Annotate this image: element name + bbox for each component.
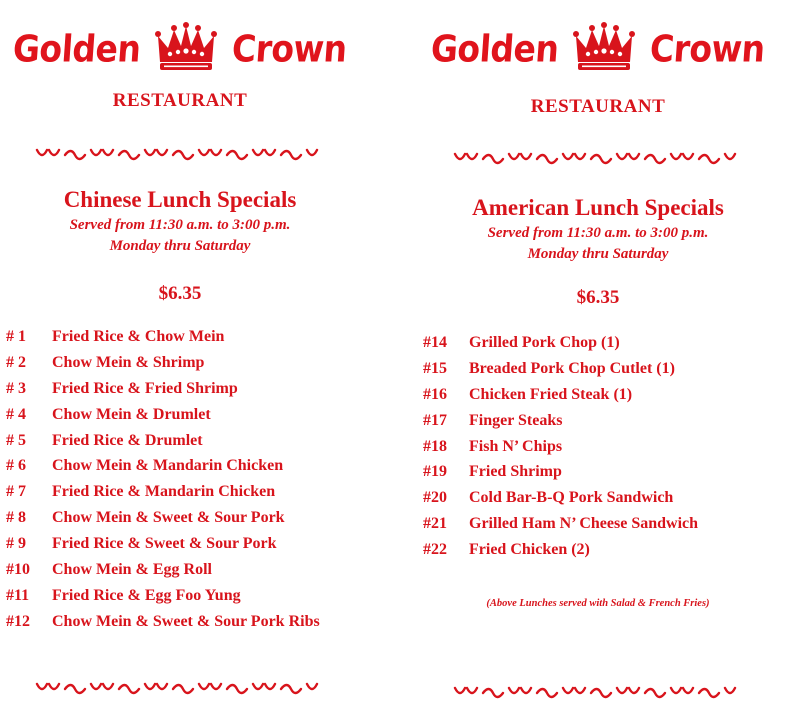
item-name: Grilled Pork Chop (1) — [469, 333, 620, 351]
side-dish-note: (Above Lunches served with Salad & French Fries) — [486, 598, 710, 609]
menu-list — [6, 324, 320, 635]
menu-item — [423, 459, 698, 485]
menu-list — [423, 330, 698, 563]
ornament-divider-bottom — [0, 680, 360, 703]
menu-item — [423, 408, 698, 434]
menu-item — [6, 505, 320, 531]
price: $6.35 — [158, 283, 202, 304]
item-name: Fried Rice & Egg Foo Yung — [52, 586, 241, 604]
item-number: #11 — [6, 586, 30, 604]
ornament-divider-bottom — [405, 684, 791, 707]
menu-item — [6, 609, 320, 635]
section-title: Chinese Lunch Specials — [63, 187, 297, 212]
menu-item — [6, 376, 320, 402]
item-name: Fish N’ Chips — [469, 437, 563, 455]
item-number: # 4 — [6, 405, 26, 423]
hours-line-1: Served from 11:30 a.m. to 3:00 p.m. — [487, 225, 709, 241]
item-name: Chow Mein & Sweet & Sour Pork — [52, 509, 285, 527]
item-name: Chow Mein & Sweet & Sour Pork Ribs — [52, 612, 320, 630]
hours-line-2: Monday thru Saturday — [109, 238, 251, 254]
ornament-divider-top — [405, 150, 791, 173]
scroll-ornament-icon — [453, 684, 743, 702]
item-name: Fried Rice & Chow Mein — [52, 327, 225, 345]
item-number: #18 — [423, 437, 447, 455]
american-menu-panel — [405, 0, 791, 718]
ornament-divider-top — [0, 146, 360, 169]
logo-header — [0, 22, 360, 74]
item-number: # 5 — [6, 431, 26, 449]
item-name: Fried Rice & Fried Shrimp — [52, 379, 238, 397]
item-name: Chow Mein & Mandarin Chicken — [52, 457, 284, 475]
item-number: #20 — [423, 489, 447, 507]
item-number: # 2 — [6, 353, 26, 371]
scroll-ornament-icon — [35, 146, 325, 164]
menu-item — [423, 434, 698, 460]
item-number: # 1 — [6, 327, 26, 345]
item-number: # 8 — [6, 509, 26, 527]
item-name: Chow Mein & Drumlet — [52, 405, 211, 423]
menu-item — [423, 356, 698, 382]
menu-item — [423, 511, 698, 537]
menu-item — [6, 453, 320, 479]
menu-item — [6, 324, 320, 350]
item-number: # 3 — [6, 379, 26, 397]
menu-item — [423, 537, 698, 563]
item-number: # 7 — [6, 483, 26, 501]
brand-word-golden: Golden — [429, 26, 560, 70]
item-name: Chow Mein & Shrimp — [52, 353, 205, 371]
price: $6.35 — [576, 287, 620, 308]
item-number: # 6 — [6, 457, 26, 475]
menu-item — [6, 402, 320, 428]
section-title: American Lunch Specials — [472, 195, 724, 220]
crown-icon — [572, 22, 636, 74]
item-name: Finger Steaks — [469, 411, 563, 429]
item-name: Chow Mein & Egg Roll — [52, 560, 212, 578]
item-name: Fried Rice & Drumlet — [52, 431, 203, 449]
restaurant-subtitle: RESTAURANT — [112, 90, 248, 111]
brand-word-crown: Crown — [648, 26, 767, 70]
restaurant-subtitle: RESTAURANT — [530, 96, 666, 117]
item-number: #14 — [423, 333, 447, 351]
item-number: #15 — [423, 359, 447, 377]
chinese-menu-panel — [0, 0, 360, 718]
item-number: #19 — [423, 463, 447, 481]
item-name: Fried Shrimp — [469, 463, 562, 481]
item-name: Cold Bar-B-Q Pork Sandwich — [469, 489, 674, 507]
item-number: #12 — [6, 612, 30, 630]
menu-item — [423, 485, 698, 511]
menu-item — [6, 479, 320, 505]
menu-item — [423, 382, 698, 408]
menu-item — [6, 583, 320, 609]
logo-header — [405, 22, 791, 74]
menu-item — [423, 330, 698, 356]
crown-icon — [154, 22, 218, 74]
item-number: #16 — [423, 385, 447, 403]
item-name: Chicken Fried Steak (1) — [469, 385, 633, 403]
item-name: Breaded Pork Chop Cutlet (1) — [469, 359, 675, 377]
item-number: #21 — [423, 515, 447, 533]
hours-line-2: Monday thru Saturday — [527, 246, 669, 262]
item-number: #17 — [423, 411, 447, 429]
hours-line-1: Served from 11:30 a.m. to 3:00 p.m. — [69, 217, 291, 233]
item-name: Grilled Ham N’ Cheese Sandwich — [469, 515, 699, 533]
scroll-ornament-icon — [35, 680, 325, 698]
menu-item — [6, 531, 320, 557]
item-number: #10 — [6, 560, 30, 578]
menu-item — [6, 350, 320, 376]
scroll-ornament-icon — [453, 150, 743, 168]
item-name: Fried Rice & Mandarin Chicken — [52, 483, 276, 501]
item-name: Fried Rice & Sweet & Sour Pork — [52, 535, 277, 553]
menu-item — [6, 428, 320, 454]
item-name: Fried Chicken (2) — [469, 541, 590, 559]
brand-word-golden: Golden — [11, 26, 142, 70]
item-number: # 9 — [6, 535, 26, 553]
brand-word-crown: Crown — [230, 26, 349, 70]
menu-item — [6, 557, 320, 583]
item-number: #22 — [423, 541, 447, 559]
